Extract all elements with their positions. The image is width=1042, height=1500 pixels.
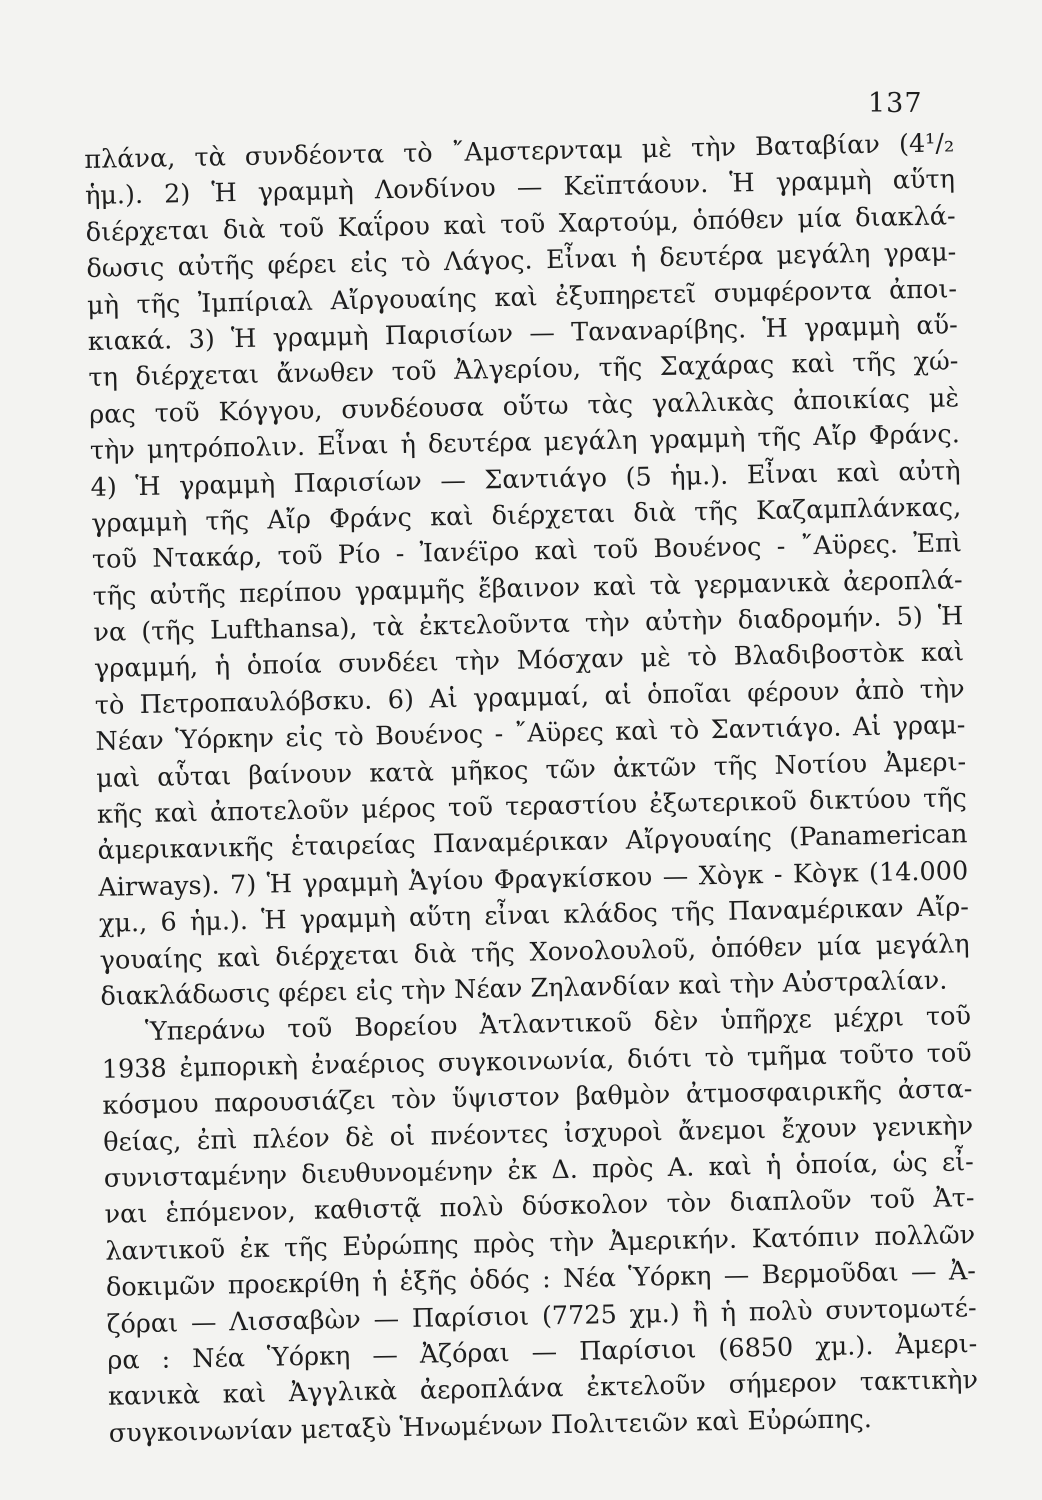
text-line: συνισταμένην διευθυνομένην ἐκ Δ. πρὸς Α. καὶ ἡ ὁποία, ὡς εἶ- bbox=[103, 1147, 975, 1194]
text-line: δοκιμῶν προεκρίθη ἡ ἑξῆς ὁδός : Νέα Ὑόρκη — Βερμοῦδαι — Ἀ- bbox=[105, 1256, 977, 1303]
text-line: 4) Ἡ γραμμὴ Παρισίων — Σαντιάγο (5 ἡμ.). Εἶναι καὶ αὐτὴ bbox=[90, 455, 961, 503]
text-line: μὴ τῆς Ἰμπίριαλ Αἴργουαίης καὶ ἐξυπηρετεῖ συμφέροντα ἀποι- bbox=[86, 273, 958, 321]
text-line: διακλάδωσις φέρει εἰς τὴν Νέαν Ζηλανδίαν καὶ τὴν Αὐστραλίαν. bbox=[100, 965, 948, 1012]
text-line: κιακά. 3) Ἡ γραμμὴ Παρισίων — Τανανaρίβης. Ἡ γραμμὴ αὕ- bbox=[87, 310, 958, 357]
text-line: Ὑπεράνω τοῦ Βορείου Ἀτλαντικοῦ δὲν ὑπῆρχε μέχρι τοῦ bbox=[144, 1001, 972, 1048]
text-line: ρα : Νέα Ὑόρκη — Ἀζόραι — Παρίσιοι (6850 χμ.). Ἀμερι- bbox=[107, 1328, 978, 1376]
text-line: διέρχεται διὰ τοῦ Καΐρου καὶ τοῦ Χαρτούμ, ὁπόθεν μία διακλά- bbox=[85, 201, 956, 248]
text-line: Airways). 7) Ἡ γραμμὴ Ἁγίου Φραγκίσκου — Χὸγκ - Κὸγκ (14.000 bbox=[98, 855, 969, 903]
text-line: λαντικοῦ ἐκ τῆς Εὐρώπης πρὸς τὴν Ἀμερικήν. Κατόπιν πολλῶν bbox=[105, 1219, 976, 1267]
text-line: κανικὰ καὶ Ἀγγλικὰ ἀεροπλάνα ἐκτελοῦν σήμερον τακτικὴν bbox=[107, 1365, 979, 1413]
text-line: κῆς καὶ ἀποτελοῦν μέρος τοῦ τεραστίου ἐξωτερικοῦ δικτύου τῆς bbox=[96, 783, 968, 830]
text-line: κόσμου παρουσιάζει τὸν ὕψιστον βαθμὸν ἀτμοσφαιρικῆς ἀστα- bbox=[102, 1074, 973, 1121]
text-line: 1938 ἐμπορικὴ ἐναέριος συγκοινωνία, διότι τὸ τμῆμα τοῦτο τοῦ bbox=[101, 1037, 972, 1085]
text-line: ζόραι — Λισσαβὼν — Παρίσιοι (7725 χμ.) ἢ ἡ πολὺ συντομωτέ- bbox=[106, 1292, 977, 1340]
text-line: να (τῆς Lufthansa), τὰ ἐκτελοῦντα τὴν αὐτὴν διαδρομήν. 5) Ἡ bbox=[93, 601, 964, 648]
text-line: πλάνα, τὰ συνδέοντα τὸ ῎Αμστερνταμ μὲ τὴν Βαταβίαν (4¹/₂ bbox=[84, 128, 955, 175]
text-line: τὴν μητρόπολιν. Εἶναι ἡ δευτέρα μεγάλη γραμμὴ τῆς Αἴρ Φράνς. bbox=[89, 419, 961, 467]
body-text bbox=[84, 125, 979, 1452]
text-line: τὸ Πετροπαυλόβσκυ. 6) Αἱ γραμμαί, αἱ ὁποῖαι φέρουν ἀπὸ τὴν bbox=[94, 674, 965, 721]
text-line: θείας, ἐπὶ πλέον δὲ οἱ πνέοντες ἰσχυροὶ ἄνεμοι ἔχουν γενικὴν bbox=[102, 1110, 974, 1158]
text-line: μαὶ αὗται βαίνουν κατὰ μῆκος τῶν ἀκτῶν τῆς Νοτίου Ἀμερι- bbox=[95, 746, 967, 794]
text-line: τη διέρχεται ἄνωθεν τοῦ Ἀλγερίου, τῆς Σαχάρας καὶ τῆς χώ- bbox=[88, 346, 959, 394]
text-line: ἀμερικανικῆς ἑταιρείας Παναμέρικαν Αἴργουαίης (Panamerican bbox=[97, 819, 968, 867]
text-line: Νέαν Ὑόρκην εἰς τὸ Βουένος - ῎Αϋρες καὶ τὸ Σαντιάγο. Αἱ γραμ- bbox=[95, 710, 966, 758]
page-number: 137 bbox=[868, 88, 923, 119]
text-line: ναι ἑπόμενον, καθιστᾷ πολὺ δύσκολον τὸν διαπλοῦν τοῦ Ἀτ- bbox=[104, 1183, 975, 1231]
text-line: ἡμ.). 2) Ἡ γραμμὴ Λονδίνου — Κεϊπτάουν. Ἡ γραμμὴ αὕτη bbox=[84, 164, 956, 212]
text-line: δωσις αὐτῆς φέρει εἰς τὸ Λάγος. Εἶναι ἡ δευτέρα μεγάλη γραμ- bbox=[86, 237, 957, 285]
text-line: γραμμή, ἡ ὁποία συνδέει τὴν Μόσχαν μὲ τὸ Βλαδιβοστὸκ καὶ bbox=[93, 637, 965, 685]
text-line: γραμμὴ τῆς Αἴρ Φράνς καὶ διέρχεται διὰ τῆς Καζαμπλάνκας, bbox=[91, 492, 962, 539]
text-line: γουαίης καὶ διέρχεται διὰ τῆς Χονολουλοῦ, ὁπόθεν μία μεγάλη bbox=[99, 928, 970, 976]
text-line: τοῦ Ντακάρ, τοῦ Ρίο - Ἰανέϊρο καὶ τοῦ Βουένος - ῎Αϋρες. Ἐπὶ bbox=[91, 528, 963, 576]
text-line: συγκοινωνίαν μεταξὺ Ἡνωμένων Πολιτειῶν καὶ Εὐρώπης. bbox=[108, 1403, 873, 1449]
text-line: χμ., 6 ἡμ.). Ἡ γραμμὴ αὕτη εἶναι κλάδος τῆς Παναμέρικαν Αἴρ- bbox=[98, 892, 970, 940]
text-line: τῆς αὐτῆς περίπου γραμμῆς ἔβαινον καὶ τὰ γερμανικὰ ἀεροπλά- bbox=[92, 564, 963, 612]
text-line: ρας τοῦ Κόγγου, συνδέουσα οὕτω τὰς γαλλικὰς ἀποικίας μὲ bbox=[88, 382, 960, 430]
